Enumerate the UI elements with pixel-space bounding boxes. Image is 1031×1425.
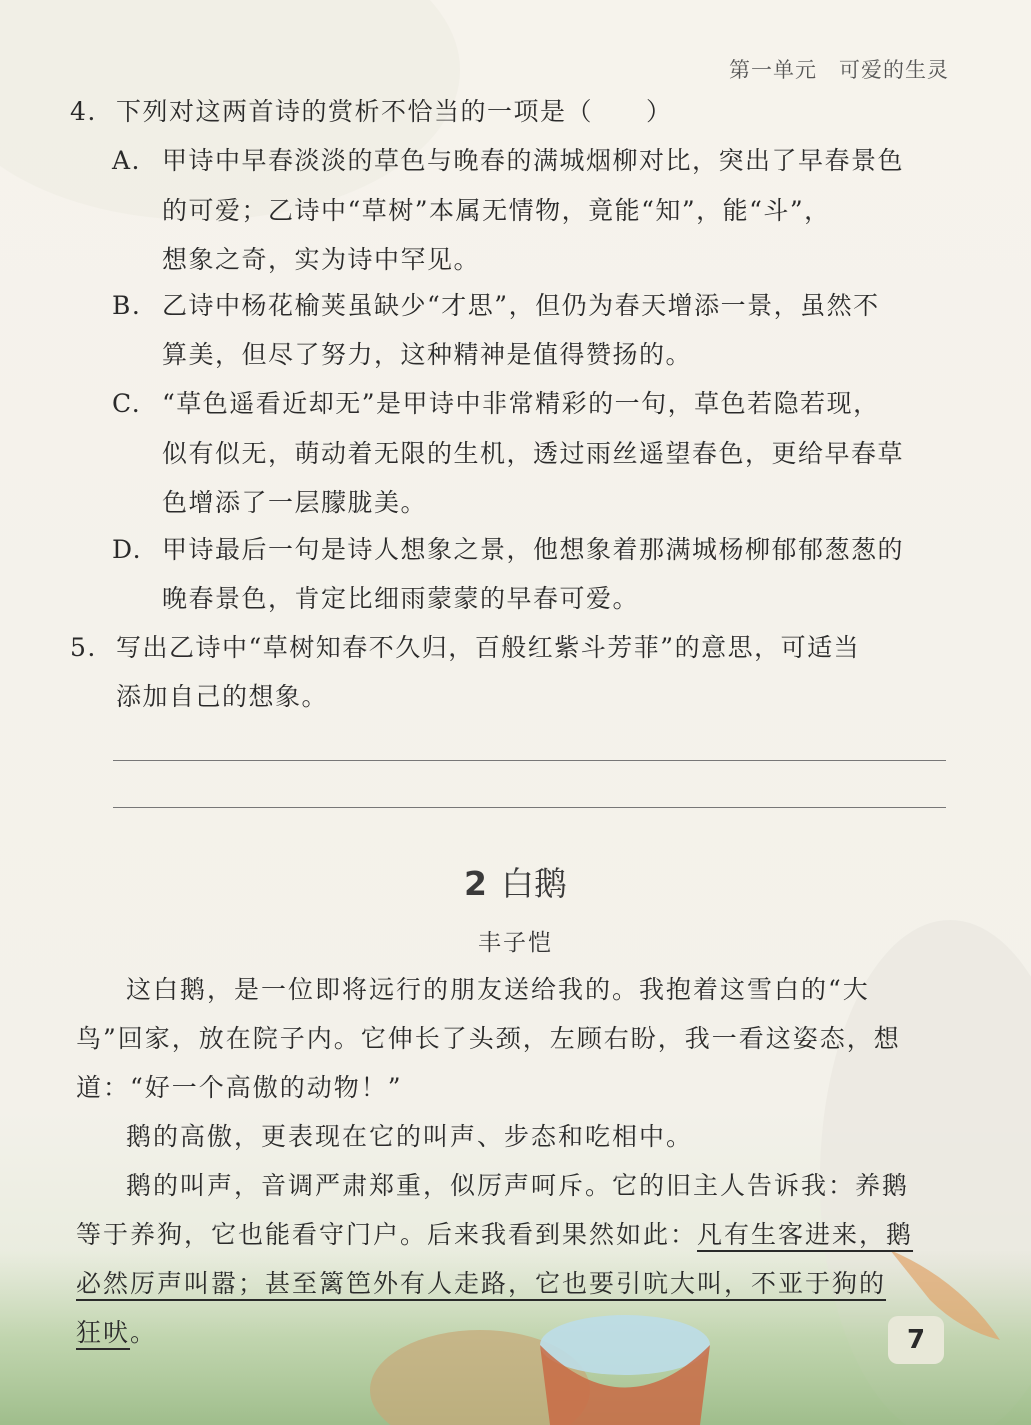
paragraph-3-line-3-underlined: 必然厉声叫嚣；甚至篱笆外有人走路，它也要引吭大叫，不亚于狗的	[76, 1269, 887, 1298]
question-number: 4.	[70, 97, 97, 126]
lesson-author: 丰子恺	[478, 930, 553, 956]
question-text: 下列对这两首诗的赏析不恰当的一项是（ ）	[116, 97, 673, 126]
option-line: 想象之奇，实为诗中罕见。	[162, 245, 481, 274]
option-line: 晚春景色，肯定比细雨蒙蒙的早春可爱。	[162, 584, 640, 613]
underlined-text: 凡有生客进来，鹅	[697, 1220, 914, 1249]
paragraph-3-line-1: 鹅的叫声，音调严肃郑重，似厉声呵斥。它的旧主人告诉我：养鹅	[126, 1171, 910, 1200]
page-number: 7	[888, 1316, 944, 1364]
text-segment: 等于养狗，它也能看守门户。后来我看到果然如此：	[76, 1220, 698, 1249]
option-line: 乙诗中杨花榆荚虽缺少“才思”，但仍为春天增添一景，虽然不	[162, 291, 880, 320]
paragraph-1-line-2: 鸟”回家，放在院子内。它伸长了头颈，左顾右盼，我一看这姿态，想	[76, 1024, 901, 1053]
option-label: D.	[112, 535, 143, 564]
paragraph-2: 鹅的高傲，更表现在它的叫声、步态和吃相中。	[126, 1122, 694, 1151]
paragraph-3-line-2	[76, 1215, 913, 1251]
underlined-text: 狂吠	[76, 1318, 131, 1347]
option-line: 的可爱；乙诗中“草树”本属无情物，竟能“知”，能“斗”，	[162, 196, 831, 225]
answer-line-1[interactable]	[113, 760, 946, 761]
option-line: 似有似无，萌动着无限的生机，透过雨丝遥望春色，更给早春草	[162, 439, 905, 468]
text-segment: 。	[130, 1318, 158, 1347]
option-label: C.	[112, 389, 142, 418]
lesson-number: 2	[464, 864, 487, 903]
option-line: “草色遥看近却无”是甲诗中非常精彩的一句，草色若隐若现，	[162, 389, 880, 418]
paragraph-3-line-4	[76, 1313, 157, 1349]
option-line: 算美，但尽了努力，这种精神是值得赞扬的。	[162, 340, 693, 369]
question-number: 5.	[70, 633, 97, 662]
answer-line-2[interactable]	[113, 807, 946, 808]
water-bowl-illustration	[540, 1315, 710, 1375]
option-label: B.	[112, 291, 142, 320]
unit-header: 第一单元 可爱的生灵	[729, 58, 949, 82]
option-line: 甲诗中早春淡淡的草色与晚春的满城烟柳对比，突出了早春景色	[162, 146, 905, 175]
option-line: 色增添了一层朦胧美。	[162, 488, 428, 517]
lesson-title	[0, 858, 1031, 905]
paragraph-1-line-1: 这白鹅，是一位即将远行的朋友送给我的。我抱着这雪白的“大	[126, 975, 870, 1004]
lesson-name: 白鹅	[500, 864, 567, 903]
option-line: 甲诗最后一句是诗人想象之景，他想象着那满城杨柳郁郁葱葱的	[162, 535, 905, 564]
question-text-line: 添加自己的想象。	[116, 682, 329, 711]
option-label: A.	[112, 146, 142, 175]
question-text-line: 写出乙诗中“草树知春不久归，百般红紫斗芳菲”的意思，可适当	[116, 633, 861, 662]
paragraph-1-line-3: 道：“好一个高傲的动物！”	[76, 1073, 403, 1102]
